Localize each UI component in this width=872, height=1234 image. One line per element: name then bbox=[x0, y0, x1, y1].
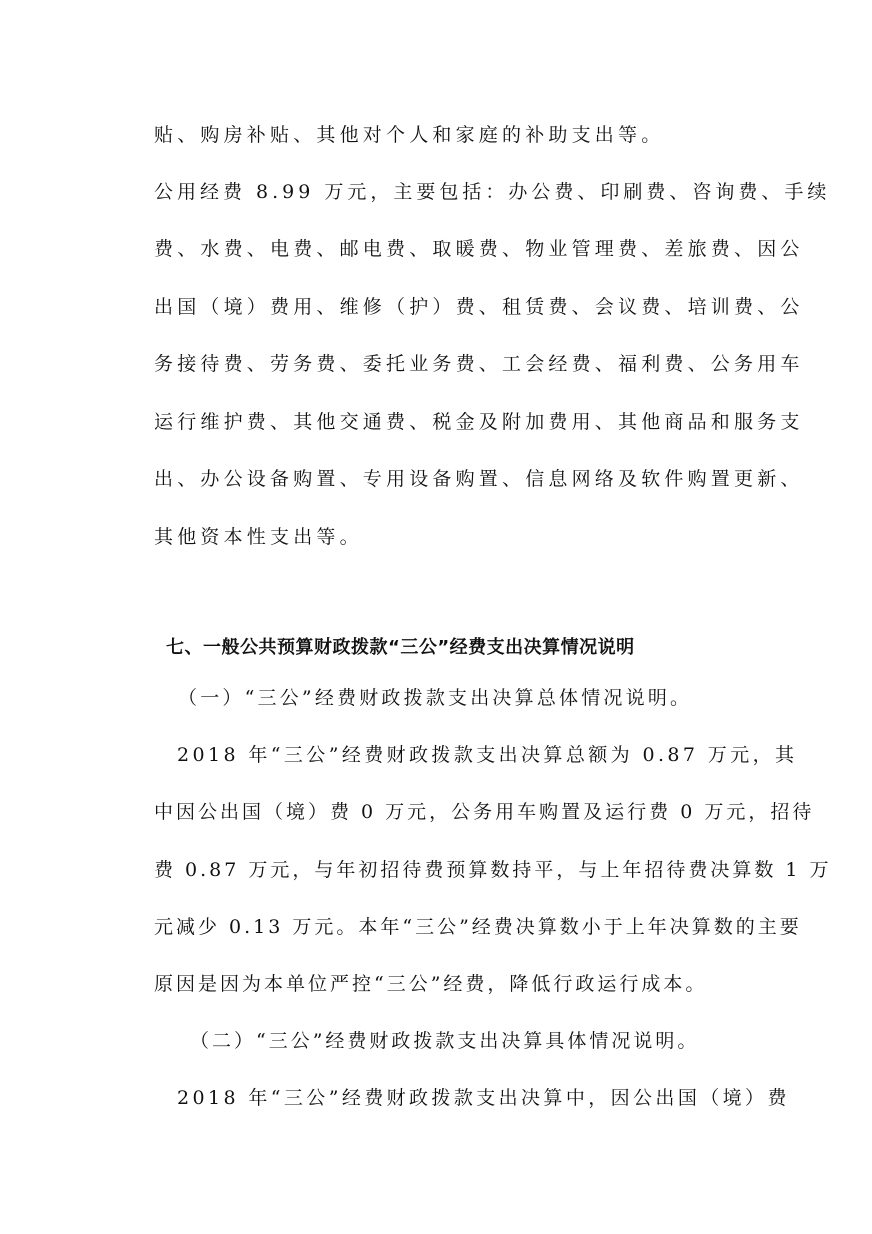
paragraph-line: 2018 年“三公”经费财政拨款支出决算中，因公出国（境）费 bbox=[177, 1087, 790, 1109]
paragraph-line: 原因是因为本单位严控“三公”经费，降低行政运行成本。 bbox=[154, 973, 708, 995]
paragraph-line: 务接待费、劳务费、委托业务费、工会经费、福利费、公务用车 bbox=[154, 353, 804, 375]
paragraph-line: 出国（境）费用、维修（护）费、租赁费、会议费、培训费、公 bbox=[154, 296, 804, 318]
section-heading: 七、一般公共预算财政拨款“三公”经费支出决算情况说明 bbox=[166, 637, 635, 658]
paragraph-line: 费 0.87 万元，与年初招待费预算数持平，与上年招待费决算数 1 万 bbox=[154, 859, 832, 881]
subsection-title: （一）“三公”经费财政拨款支出决算总体情况说明。 bbox=[178, 687, 693, 709]
paragraph-line: 其他资本性支出等。 bbox=[154, 526, 363, 548]
subsection-title: （二）“三公”经费财政拨款支出决算具体情况说明。 bbox=[190, 1030, 700, 1052]
paragraph-line: 元减少 0.13 万元。本年“三公”经费决算数小于上年决算数的主要 bbox=[154, 916, 802, 938]
paragraph-line: 运行维护费、其他交通费、税金及附加费用、其他商品和服务支 bbox=[154, 411, 804, 433]
paragraph-line: 贴、购房补贴、其他对个人和家庭的补助支出等。 bbox=[154, 124, 665, 146]
paragraph-line: 费、水费、电费、邮电费、取暖费、物业管理费、差旅费、因公 bbox=[154, 238, 804, 260]
paragraph-line: 中因公出国（境）费 0 万元，公务用车购置及运行费 0 万元，招待 bbox=[154, 801, 815, 823]
paragraph-line: 2018 年“三公”经费财政拨款支出决算总额为 0.87 万元，其 bbox=[177, 744, 798, 766]
paragraph-line: 出、办公设备购置、专用设备购置、信息网络及软件购置更新、 bbox=[154, 468, 804, 490]
paragraph-line: 公用经费 8.99 万元，主要包括：办公费、印刷费、咨询费、手续 bbox=[154, 181, 831, 203]
